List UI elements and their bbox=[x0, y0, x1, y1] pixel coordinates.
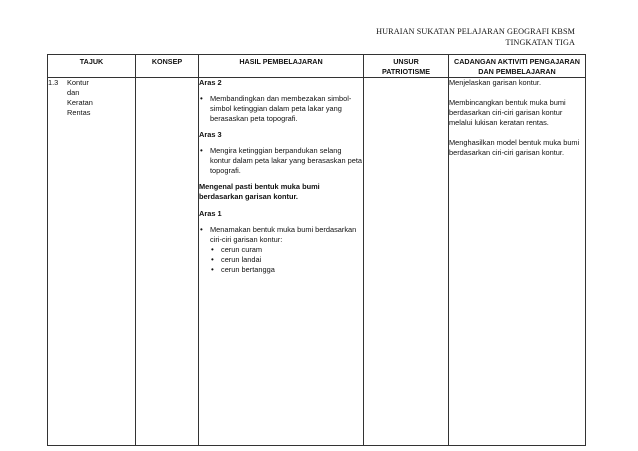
tajuk-number: 1.3 bbox=[48, 78, 59, 87]
header-subtitle: TINGKATAN TIGA bbox=[505, 38, 575, 47]
column-header-unsur-line1: UNSUR bbox=[393, 57, 419, 66]
header-title: HURAIAN SUKATAN PELAJARAN GEOGRAFI KBSM bbox=[376, 27, 575, 36]
cell-cadangan-aktiviti bbox=[449, 78, 586, 446]
table-header-row bbox=[48, 55, 586, 78]
column-header-tajuk: TAJUK bbox=[48, 55, 136, 78]
activity-text: Menjelaskan garisan kontur. bbox=[449, 78, 542, 87]
aras-1-sublist bbox=[210, 245, 363, 275]
column-header-konsep: KONSEP bbox=[136, 55, 199, 78]
tajuk-line: dan bbox=[67, 88, 80, 97]
activity-text: Menghasilkan model bentuk muka bumi berdasarkan ciri-ciri garisan kontur. bbox=[449, 138, 580, 157]
cell-konsep bbox=[136, 78, 199, 446]
column-header-cadangan bbox=[449, 55, 586, 78]
column-header-unsur-line2: PATRIOTISME bbox=[381, 67, 431, 76]
cell-unsur-patriotisme bbox=[364, 78, 449, 446]
aras-2-list bbox=[199, 94, 363, 124]
column-header-hasil: HASIL PEMBELAJARAN bbox=[199, 55, 364, 78]
sub-list-item: • cerun landai bbox=[210, 255, 363, 265]
column-header-cadangan-line2: DAN PEMBELAJARAN bbox=[478, 67, 556, 76]
tajuk-name bbox=[67, 78, 93, 118]
tajuk-line: Kontur bbox=[67, 78, 89, 87]
list-item: • Mengira ketinggian berpandukan selang kontur dalam peta lakar yang berasaskan peta topografi. bbox=[199, 146, 363, 176]
aras-1-list bbox=[199, 225, 363, 275]
tajuk-line: Keratan bbox=[67, 98, 93, 107]
aras-1-item-text: Menamakan bentuk muka bumi berdasarkan ciri-ciri garisan kontur: bbox=[210, 225, 357, 244]
activity-text: Membincangkan bentuk muka bumi berdasarkan ciri-ciri garisan kontur melalui lukisan keratan rentas. bbox=[449, 98, 566, 127]
sub-list-item: • cerun curam bbox=[210, 245, 363, 255]
aras-3-list bbox=[199, 146, 363, 176]
aras-1-heading: Aras 1 bbox=[199, 209, 222, 218]
syllabus-table bbox=[47, 54, 586, 446]
aras-3-heading: Aras 3 bbox=[199, 130, 222, 139]
list-item bbox=[199, 225, 363, 275]
aras-2-heading: Aras 2 bbox=[199, 78, 222, 87]
cell-tajuk bbox=[48, 78, 136, 446]
column-header-cadangan-line1: CADANGAN AKTIVITI PENGAJARAN bbox=[454, 57, 580, 66]
list-item: • Membandingkan dan membezakan simbol-simbol ketinggian dalam peta lakar yang berasaskan peta topografi. bbox=[199, 94, 363, 124]
document-header bbox=[376, 26, 575, 48]
section-heading: Mengenal pasti bentuk muka bumi berdasarkan garisan kontur. bbox=[199, 182, 320, 201]
sub-list-item: • cerun bertangga bbox=[210, 265, 363, 275]
tajuk-line: Rentas bbox=[67, 108, 91, 117]
table-row bbox=[48, 78, 586, 446]
column-header-unsur bbox=[364, 55, 449, 78]
cell-hasil-pembelajaran bbox=[199, 78, 364, 446]
